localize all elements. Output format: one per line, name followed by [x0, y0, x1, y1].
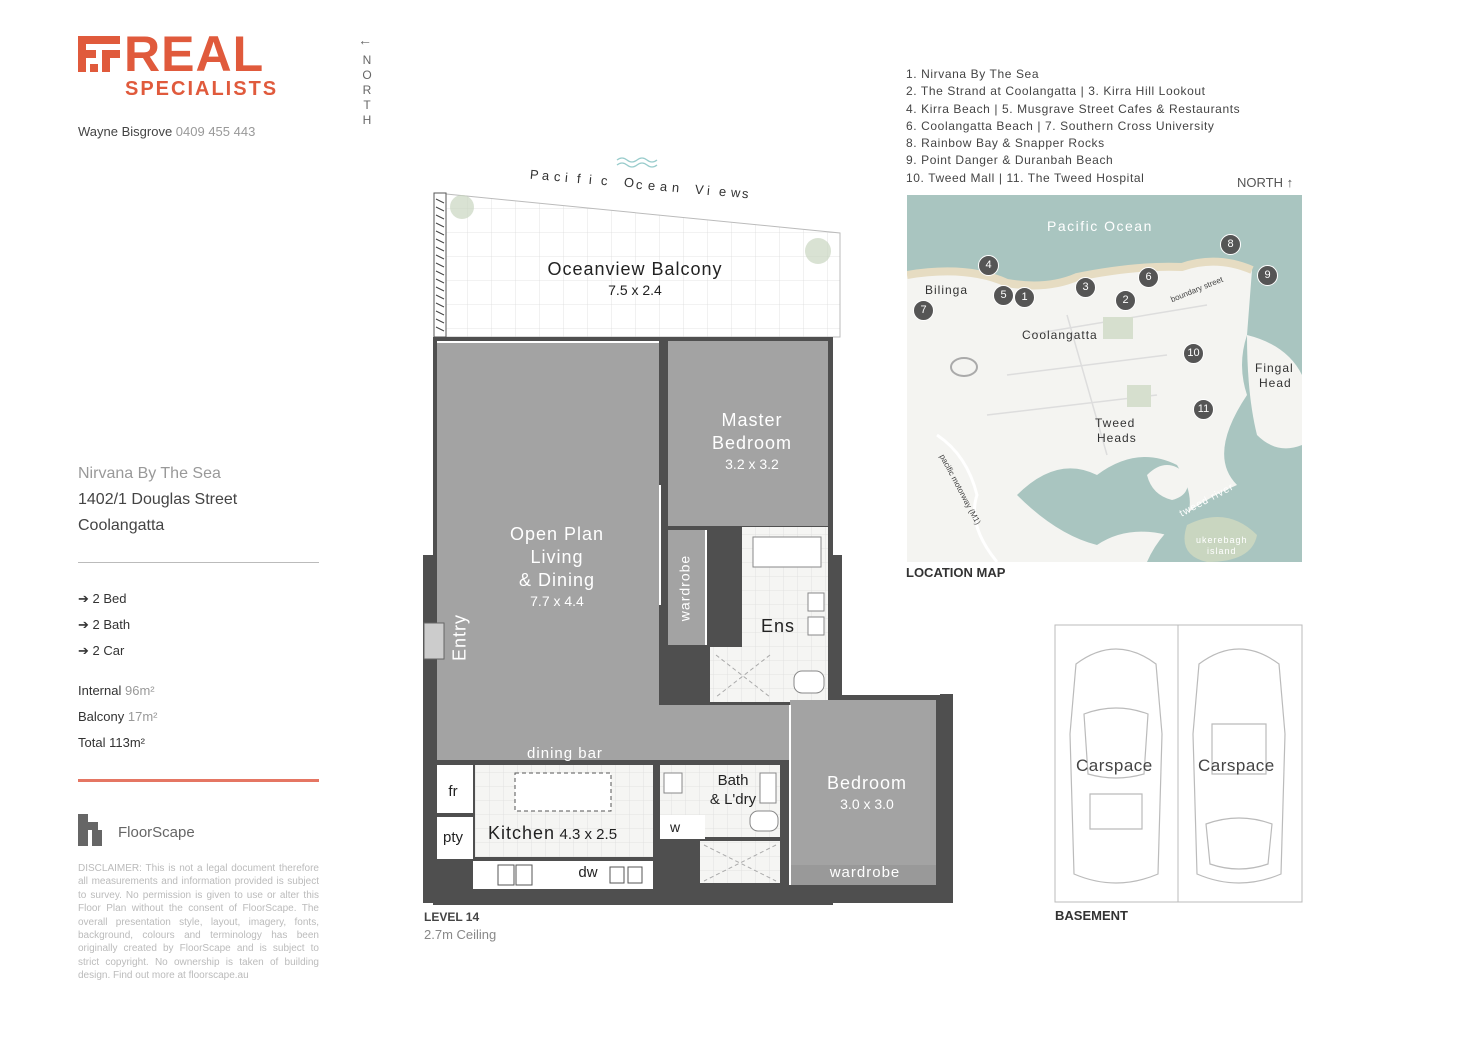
ocean-views-letter: n	[670, 179, 680, 196]
room-balcony: Oceanview Balcony 7.5 x 2.4	[547, 259, 723, 298]
map-marker-3: 3	[1075, 277, 1096, 298]
disclaimer: DISCLAIMER: This is not a legal document therefore all measurements and information provided is subject to survey. No permission is given to use or alter this Floor Plan without the consent of FloorScape. The overall presentation style, layout, imagery, fonts, background, colours and terminology has been originally created by FloorScape and is subject to strict copyright. No ownership is taken of building design. Find out more at floorscape.au	[78, 863, 319, 982]
map-label-coolangatta: Coolangatta	[1022, 328, 1098, 342]
legend-line: 8. Rainbow Bay & Snapper Rocks	[906, 136, 1105, 151]
brand-name-top: REAL	[124, 26, 265, 82]
property-suburb: Coolangatta	[78, 517, 165, 534]
agent-phone[interactable]: 0409 455 443	[175, 124, 256, 139]
brand-name-bottom: SPECIALISTS	[125, 78, 279, 100]
map-label-tweed: Tweed	[1095, 416, 1136, 430]
map-label-ukerebagh: ukerebagh	[1196, 535, 1248, 545]
map-marker-10: 10	[1183, 343, 1204, 364]
legend-line: 9. Point Danger & Duranbah Beach	[906, 153, 1114, 168]
legend-line: 10. Tweed Mall | 11. The Tweed Hospital	[906, 170, 1145, 185]
map-marker-11: 11	[1193, 399, 1214, 420]
room-ensuite: Ens	[760, 616, 796, 636]
ceiling-height: 2.7m Ceiling	[424, 927, 497, 942]
level-label: LEVEL 14	[424, 910, 480, 924]
area-total: Total 113m²	[78, 735, 145, 750]
room-bedroom: Bedroom 3.0 x 3.0	[826, 773, 908, 812]
agent-contact	[78, 124, 255, 139]
location-legend	[906, 66, 1240, 187]
map-marker-4: 4	[978, 255, 999, 276]
area-internal: Internal 96m²	[78, 683, 155, 698]
ocean-views-letter: c	[552, 168, 561, 185]
north-letter: T	[363, 98, 371, 112]
property-name: Nirvana By The Sea	[78, 465, 221, 482]
map-marker-5: 5	[993, 285, 1014, 306]
carspace-1: Carspace	[1076, 756, 1153, 775]
map-label-island: island	[1207, 546, 1237, 556]
dining-bar: dining bar	[527, 745, 603, 762]
floorscape-name: FloorScape	[118, 824, 195, 841]
map-marker-2: 2	[1115, 290, 1136, 311]
ocean-views-letter: a	[659, 178, 668, 194]
location-map-title: LOCATION MAP	[906, 565, 1006, 580]
ocean-views-letter: i	[564, 170, 569, 186]
room-kitchen: Kitchen 4.3 x 2.5	[488, 823, 618, 843]
room-master-bedroom: Master Bedroom 3.2 x 3.2	[711, 410, 793, 472]
ocean-views-letter: s	[741, 185, 750, 202]
feature-car: ➔ 2 Car	[78, 643, 125, 658]
ocean-views-letter: e	[718, 183, 727, 200]
divider	[78, 562, 319, 563]
ocean-views-letter: V	[694, 181, 705, 198]
map-marker-8: 8	[1220, 234, 1241, 255]
waves-icon	[615, 156, 659, 168]
legend-line: 2. The Strand at Coolangatta | 3. Kirra Hill Lookout	[906, 84, 1206, 99]
map-marker-9: 9	[1257, 265, 1278, 286]
room-bath-laundry: Bath & L'dry	[709, 772, 757, 808]
arrow-right-icon: ➔	[78, 643, 89, 658]
map-marker-6: 6	[1138, 267, 1159, 288]
property-address: 1402/1 Douglas Street	[78, 491, 238, 508]
ocean-views-letter: w	[729, 184, 741, 201]
map-label-bilinga: Bilinga	[925, 283, 969, 297]
north-letter: R	[362, 83, 372, 97]
area-balcony: Balcony 17m²	[78, 709, 158, 724]
floorscape-logo-icon	[78, 814, 102, 846]
ocean-views-letter: e	[647, 177, 656, 193]
ocean-views-letter: f	[576, 171, 582, 187]
map-north-indicator: NORTH ↑	[1237, 175, 1294, 190]
map-label-boundary: boundary street	[1169, 274, 1225, 305]
fridge: fr	[448, 783, 458, 800]
feature-bed: ➔ 2 Bed	[78, 591, 127, 606]
map-label-ocean: Pacific Ocean	[1047, 218, 1153, 234]
ocean-views-letter: a	[541, 167, 550, 184]
map-markers	[907, 195, 1302, 562]
divider-accent	[78, 779, 319, 782]
map-label-motorway: pacific motorway (M1)	[937, 452, 983, 527]
room-wardrobe-master: wardrobe	[676, 554, 693, 622]
carspace-2: Carspace	[1198, 756, 1275, 775]
north-arrow-icon: ←	[358, 32, 372, 48]
map-marker-7: 7	[913, 300, 934, 321]
ocean-views-letter: O	[623, 175, 636, 191]
washer: w	[669, 819, 681, 835]
arrow-right-icon: ➔	[78, 617, 89, 632]
room-wardrobe-bedroom: wardrobe	[829, 864, 901, 881]
feature-bath: ➔ 2 Bath	[78, 617, 131, 632]
legend-line: 4. Kirra Beach | 5. Musgrave Street Cafes & Restaurants	[906, 101, 1241, 116]
ocean-views-letter: i	[706, 182, 711, 199]
pantry: pty	[442, 829, 463, 846]
map-label-head: Head	[1259, 376, 1292, 390]
basement-title: BASEMENT	[1055, 908, 1128, 923]
ocean-views-letter: c	[600, 173, 608, 189]
map-label-river: tweed river	[1177, 481, 1236, 520]
legend-line: 1. Nirvana By The Sea	[906, 67, 1040, 81]
map-label-fingal: Fingal	[1255, 361, 1294, 375]
dishwasher: dw	[578, 864, 598, 881]
ocean-views-letter: c	[635, 176, 644, 192]
agent-name: Wayne Bisgrove	[78, 124, 173, 139]
ocean-views-letter: P	[529, 166, 540, 183]
real-specialists-logo-icon	[78, 36, 120, 72]
room-entry: Entry	[449, 614, 470, 662]
room-living: Open Plan Living & Dining 7.7 x 4.4	[509, 524, 605, 609]
north-letter: H	[362, 113, 372, 127]
ocean-views-letter: i	[588, 172, 593, 188]
legend-line: 6. Coolangatta Beach | 7. Southern Cross University	[906, 118, 1215, 133]
map-marker-1: 1	[1014, 287, 1035, 308]
map-label-heads: Heads	[1097, 431, 1137, 445]
arrow-right-icon: ➔	[78, 591, 89, 606]
north-letter: N	[362, 53, 372, 67]
north-letter: O	[362, 68, 372, 82]
